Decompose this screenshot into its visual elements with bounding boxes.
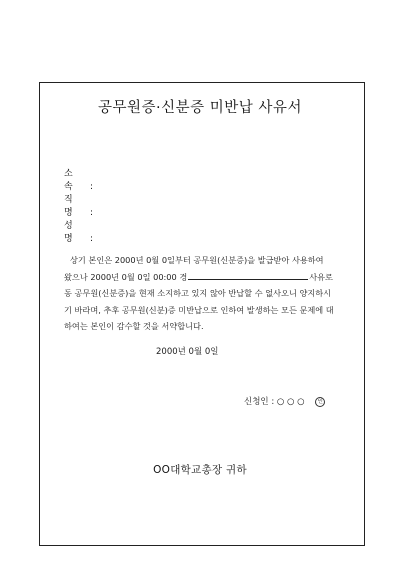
recipient: OO대학교총장 귀하	[153, 464, 247, 476]
applicant-signature	[244, 395, 325, 407]
statement-line-4: 기 바라며, 추후 공무원(신분)증 미반납으로 인하여 발생하는 모든 문제에 대	[64, 304, 334, 315]
statement-line-5: 하여는 본인이 감수할 것을 서약합니다.	[64, 321, 204, 331]
field-department-label: 소 속	[64, 169, 73, 192]
field-department	[64, 166, 93, 192]
field-name	[64, 218, 93, 244]
field-department-colon: :	[90, 182, 94, 192]
field-name-colon: :	[90, 234, 94, 244]
field-position	[64, 192, 93, 218]
seal-icon: 인	[315, 397, 325, 407]
statement-line-2-end: 사유로	[309, 271, 333, 282]
field-position-colon: :	[90, 208, 94, 218]
statement-line-2-start: 왔으나 2000년 0월 0일 00:00 경	[64, 271, 188, 282]
field-name-label: 성 명	[64, 221, 73, 244]
applicant-name: ○ ○ ○	[276, 397, 305, 407]
applicant-label: 신청인 :	[244, 397, 275, 407]
statement-line-3: 동 공무원(신분증)을 현재 소지하고 있지 않아 반납할 수 없사오니 양지하시	[64, 288, 332, 298]
statement-line-1: 상기 본인은 2000년 0월 0일부터 공무원(신분증)을 발급받아 사용하여	[70, 255, 324, 265]
reason-blank-line	[188, 271, 308, 280]
field-position-label: 직 명	[64, 195, 73, 218]
statement-body	[64, 252, 351, 335]
document-title: 공무원증·신분증 미반납 사유서	[98, 100, 302, 116]
document-date: 2000년 0월 0일	[156, 347, 219, 357]
statement-line-2	[64, 269, 351, 286]
